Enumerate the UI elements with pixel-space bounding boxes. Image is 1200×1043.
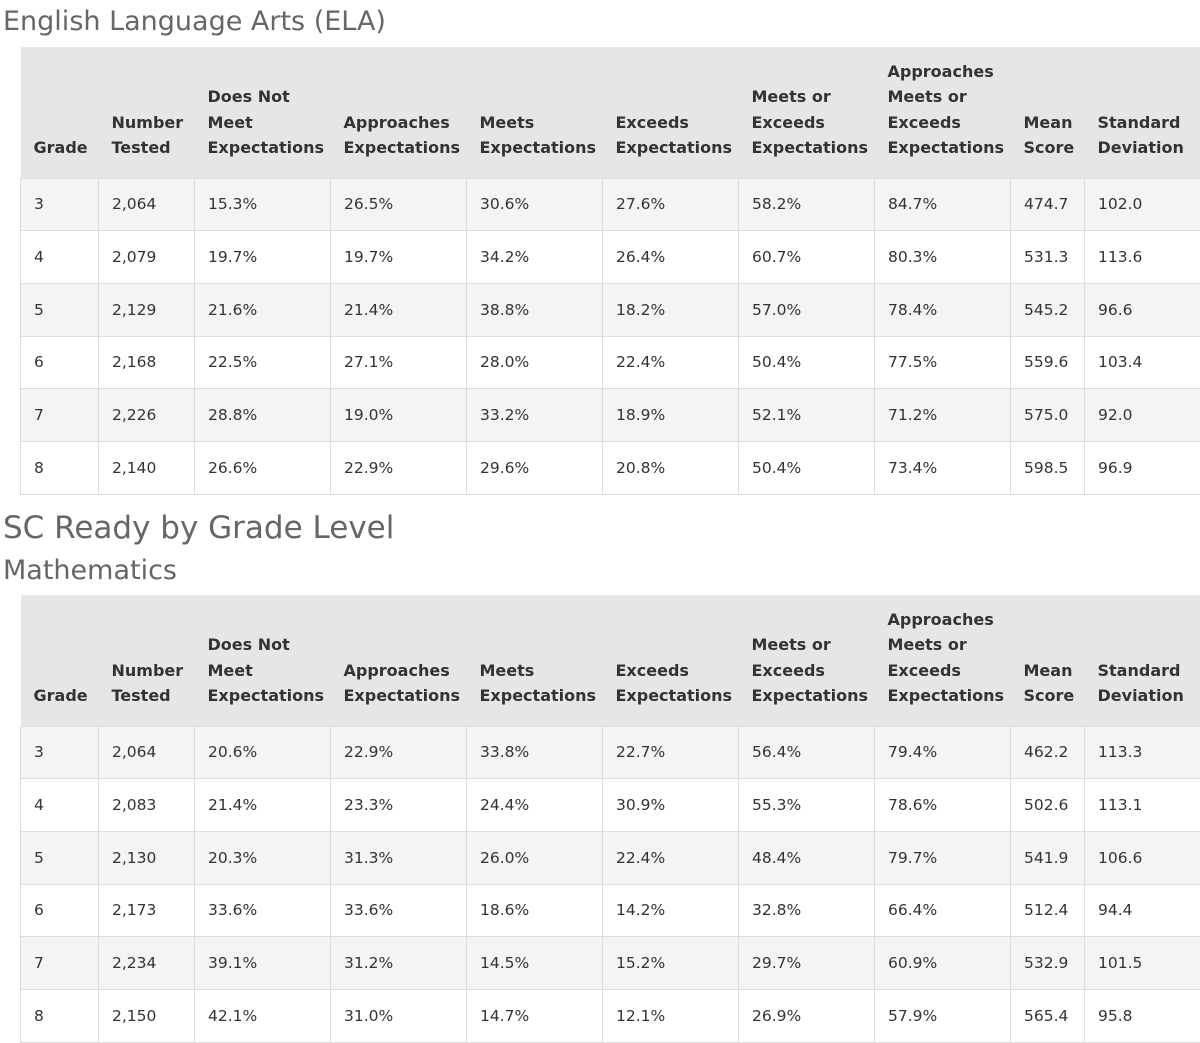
header-label: Does Not — [208, 87, 290, 106]
table-header-row — [21, 595, 1200, 726]
cell-approaches-meets-or-exceeds: 78.6% — [875, 779, 1011, 832]
cell-standard-deviation: 95.8 — [1085, 989, 1200, 1042]
cell-number-tested: 2,173 — [99, 884, 195, 937]
header-meets — [467, 47, 603, 178]
cell-mean-score: 565.4 — [1011, 989, 1085, 1042]
header-label: Expectations — [480, 138, 597, 157]
cell-approaches-meets-or-exceeds: 79.4% — [875, 726, 1011, 779]
table-row — [21, 726, 1200, 779]
cell-approaches: 19.7% — [331, 231, 467, 284]
cell-mean-score: 559.6 — [1011, 336, 1085, 389]
cell-meets: 24.4% — [467, 779, 603, 832]
header-label: Meets or — [888, 87, 967, 106]
cell-exceeds: 22.4% — [603, 831, 739, 884]
cell-number-tested: 2,226 — [99, 389, 195, 442]
cell-does-not-meet: 39.1% — [195, 937, 331, 990]
cell-standard-deviation: 94.4 — [1085, 884, 1200, 937]
header-mean-score — [1011, 595, 1085, 726]
cell-meets-or-exceeds: 60.7% — [739, 231, 875, 284]
cell-grade: 3 — [21, 178, 99, 231]
cell-mean-score: 512.4 — [1011, 884, 1085, 937]
header-label: Number — [112, 113, 184, 132]
cell-mean-score: 598.5 — [1011, 441, 1085, 494]
table-row — [21, 283, 1200, 336]
ela-section-subtitle: English Language Arts (ELA) — [3, 8, 386, 35]
cell-approaches: 22.9% — [331, 441, 467, 494]
header-label: Expectations — [616, 138, 733, 157]
cell-meets-or-exceeds: 26.9% — [739, 989, 875, 1042]
cell-approaches-meets-or-exceeds: 60.9% — [875, 937, 1011, 990]
header-label: Number — [112, 661, 184, 680]
cell-standard-deviation: 113.6 — [1085, 231, 1200, 284]
header-label: Meets — [480, 661, 535, 680]
cell-approaches: 23.3% — [331, 779, 467, 832]
cell-does-not-meet: 20.3% — [195, 831, 331, 884]
cell-approaches-meets-or-exceeds: 77.5% — [875, 336, 1011, 389]
cell-approaches: 31.2% — [331, 937, 467, 990]
header-does-not-meet — [195, 595, 331, 726]
header-exceeds — [603, 47, 739, 178]
cell-exceeds: 30.9% — [603, 779, 739, 832]
table-header-row — [21, 47, 1200, 178]
header-label: Expectations — [208, 686, 325, 705]
header-standard-deviation — [1085, 595, 1200, 726]
cell-does-not-meet: 28.8% — [195, 389, 331, 442]
header-meets-or-exceeds — [739, 595, 875, 726]
header-label: Tested — [112, 138, 171, 157]
header-label: Exceeds — [616, 661, 689, 680]
header-label: Score — [1024, 138, 1075, 157]
cell-meets-or-exceeds: 52.1% — [739, 389, 875, 442]
header-label: Tested — [112, 686, 171, 705]
cell-grade: 5 — [21, 283, 99, 336]
cell-exceeds: 22.7% — [603, 726, 739, 779]
cell-mean-score: 545.2 — [1011, 283, 1085, 336]
header-label: Meets or — [888, 635, 967, 654]
cell-standard-deviation: 96.9 — [1085, 441, 1200, 494]
cell-does-not-meet: 19.7% — [195, 231, 331, 284]
header-label: Standard — [1098, 661, 1181, 680]
table-row — [21, 779, 1200, 832]
header-standard-deviation — [1085, 47, 1200, 178]
cell-mean-score: 532.9 — [1011, 937, 1085, 990]
cell-mean-score: 531.3 — [1011, 231, 1085, 284]
cell-meets: 38.8% — [467, 283, 603, 336]
header-number-tested — [99, 47, 195, 178]
cell-exceeds: 18.2% — [603, 283, 739, 336]
cell-number-tested: 2,064 — [99, 178, 195, 231]
table-row — [21, 441, 1200, 494]
cell-grade: 6 — [21, 336, 99, 389]
header-label: Expectations — [208, 138, 325, 157]
cell-approaches: 31.0% — [331, 989, 467, 1042]
header-label: Exceeds — [888, 661, 961, 680]
header-label: Exceeds — [752, 113, 825, 132]
header-does-not-meet — [195, 47, 331, 178]
cell-meets-or-exceeds: 29.7% — [739, 937, 875, 990]
cell-approaches: 22.9% — [331, 726, 467, 779]
sc-ready-title: SC Ready by Grade Level — [3, 513, 394, 544]
cell-meets-or-exceeds: 48.4% — [739, 831, 875, 884]
cell-meets: 34.2% — [467, 231, 603, 284]
header-label: Standard — [1098, 113, 1181, 132]
header-label: Grade — [34, 686, 88, 705]
header-approaches-meets-or-exceeds — [875, 47, 1011, 178]
header-label: Expectations — [480, 686, 597, 705]
cell-grade: 6 — [21, 884, 99, 937]
header-exceeds — [603, 595, 739, 726]
header-label: Meets or — [752, 87, 831, 106]
table-row — [21, 831, 1200, 884]
cell-meets: 33.8% — [467, 726, 603, 779]
cell-does-not-meet: 42.1% — [195, 989, 331, 1042]
cell-meets: 14.5% — [467, 937, 603, 990]
header-label: Meets or — [752, 635, 831, 654]
cell-approaches-meets-or-exceeds: 80.3% — [875, 231, 1011, 284]
cell-meets: 33.2% — [467, 389, 603, 442]
header-label: Mean — [1024, 113, 1073, 132]
cell-number-tested: 2,129 — [99, 283, 195, 336]
cell-number-tested: 2,150 — [99, 989, 195, 1042]
cell-number-tested: 2,168 — [99, 336, 195, 389]
cell-standard-deviation: 96.6 — [1085, 283, 1200, 336]
cell-exceeds: 20.8% — [603, 441, 739, 494]
cell-grade: 3 — [21, 726, 99, 779]
cell-exceeds: 12.1% — [603, 989, 739, 1042]
header-meets-or-exceeds — [739, 47, 875, 178]
cell-approaches: 19.0% — [331, 389, 467, 442]
table-row — [21, 989, 1200, 1042]
cell-approaches: 33.6% — [331, 884, 467, 937]
cell-meets-or-exceeds: 58.2% — [739, 178, 875, 231]
cell-does-not-meet: 33.6% — [195, 884, 331, 937]
table-row — [21, 178, 1200, 231]
header-label: Approaches — [344, 113, 450, 132]
cell-exceeds: 26.4% — [603, 231, 739, 284]
header-label: Expectations — [888, 138, 1005, 157]
cell-meets: 18.6% — [467, 884, 603, 937]
header-grade — [21, 47, 99, 178]
cell-mean-score: 575.0 — [1011, 389, 1085, 442]
header-label: Expectations — [344, 686, 461, 705]
cell-grade: 5 — [21, 831, 99, 884]
cell-approaches: 26.5% — [331, 178, 467, 231]
header-label: Expectations — [752, 138, 869, 157]
cell-standard-deviation: 92.0 — [1085, 389, 1200, 442]
cell-approaches-meets-or-exceeds: 57.9% — [875, 989, 1011, 1042]
cell-meets-or-exceeds: 32.8% — [739, 884, 875, 937]
table-row — [21, 937, 1200, 990]
table-row — [21, 336, 1200, 389]
cell-standard-deviation: 102.0 — [1085, 178, 1200, 231]
cell-standard-deviation: 106.6 — [1085, 831, 1200, 884]
header-approaches — [331, 47, 467, 178]
header-label: Score — [1024, 686, 1075, 705]
cell-approaches-meets-or-exceeds: 84.7% — [875, 178, 1011, 231]
header-label: Exceeds — [616, 113, 689, 132]
header-label: Expectations — [344, 138, 461, 157]
header-label: Expectations — [888, 686, 1005, 705]
cell-standard-deviation: 101.5 — [1085, 937, 1200, 990]
ela-results-table — [20, 47, 1200, 495]
table-row — [21, 389, 1200, 442]
header-grade — [21, 595, 99, 726]
header-label: Grade — [34, 138, 88, 157]
header-label: Does Not — [208, 635, 290, 654]
header-label: Deviation — [1098, 686, 1184, 705]
cell-number-tested: 2,079 — [99, 231, 195, 284]
cell-exceeds: 22.4% — [603, 336, 739, 389]
cell-meets-or-exceeds: 55.3% — [739, 779, 875, 832]
header-label: Approaches — [888, 62, 994, 81]
cell-number-tested: 2,130 — [99, 831, 195, 884]
cell-meets-or-exceeds: 56.4% — [739, 726, 875, 779]
cell-does-not-meet: 15.3% — [195, 178, 331, 231]
math-section-subtitle: Mathematics — [3, 557, 177, 584]
cell-approaches: 27.1% — [331, 336, 467, 389]
cell-number-tested: 2,234 — [99, 937, 195, 990]
cell-meets: 14.7% — [467, 989, 603, 1042]
cell-number-tested: 2,083 — [99, 779, 195, 832]
cell-number-tested: 2,064 — [99, 726, 195, 779]
cell-does-not-meet: 22.5% — [195, 336, 331, 389]
header-label: Deviation — [1098, 138, 1184, 157]
cell-grade: 4 — [21, 779, 99, 832]
cell-meets-or-exceeds: 50.4% — [739, 441, 875, 494]
cell-standard-deviation: 113.1 — [1085, 779, 1200, 832]
cell-exceeds: 18.9% — [603, 389, 739, 442]
header-label: Expectations — [752, 686, 869, 705]
table-row — [21, 231, 1200, 284]
cell-exceeds: 14.2% — [603, 884, 739, 937]
cell-grade: 7 — [21, 937, 99, 990]
cell-does-not-meet: 20.6% — [195, 726, 331, 779]
cell-does-not-meet: 21.6% — [195, 283, 331, 336]
header-meets — [467, 595, 603, 726]
header-label: Expectations — [616, 686, 733, 705]
header-label: Exceeds — [888, 113, 961, 132]
cell-approaches-meets-or-exceeds: 71.2% — [875, 389, 1011, 442]
header-label: Approaches — [888, 610, 994, 629]
cell-meets: 28.0% — [467, 336, 603, 389]
header-label: Exceeds — [752, 661, 825, 680]
header-label: Meets — [480, 113, 535, 132]
cell-grade: 4 — [21, 231, 99, 284]
header-label: Mean — [1024, 661, 1073, 680]
header-approaches — [331, 595, 467, 726]
cell-approaches-meets-or-exceeds: 73.4% — [875, 441, 1011, 494]
cell-number-tested: 2,140 — [99, 441, 195, 494]
cell-meets-or-exceeds: 50.4% — [739, 336, 875, 389]
header-approaches-meets-or-exceeds — [875, 595, 1011, 726]
header-label: Meet — [208, 113, 253, 132]
cell-standard-deviation: 113.3 — [1085, 726, 1200, 779]
cell-mean-score: 462.2 — [1011, 726, 1085, 779]
header-number-tested — [99, 595, 195, 726]
cell-approaches-meets-or-exceeds: 78.4% — [875, 283, 1011, 336]
cell-exceeds: 27.6% — [603, 178, 739, 231]
cell-exceeds: 15.2% — [603, 937, 739, 990]
cell-standard-deviation: 103.4 — [1085, 336, 1200, 389]
math-results-table — [20, 595, 1200, 1043]
cell-approaches: 31.3% — [331, 831, 467, 884]
cell-grade: 7 — [21, 389, 99, 442]
header-mean-score — [1011, 47, 1085, 178]
cell-approaches: 21.4% — [331, 283, 467, 336]
cell-does-not-meet: 21.4% — [195, 779, 331, 832]
cell-grade: 8 — [21, 441, 99, 494]
cell-meets: 26.0% — [467, 831, 603, 884]
header-label: Approaches — [344, 661, 450, 680]
cell-mean-score: 541.9 — [1011, 831, 1085, 884]
cell-mean-score: 502.6 — [1011, 779, 1085, 832]
cell-does-not-meet: 26.6% — [195, 441, 331, 494]
header-label: Meet — [208, 661, 253, 680]
cell-grade: 8 — [21, 989, 99, 1042]
cell-mean-score: 474.7 — [1011, 178, 1085, 231]
cell-meets: 30.6% — [467, 178, 603, 231]
cell-approaches-meets-or-exceeds: 79.7% — [875, 831, 1011, 884]
cell-meets: 29.6% — [467, 441, 603, 494]
table-row — [21, 884, 1200, 937]
cell-meets-or-exceeds: 57.0% — [739, 283, 875, 336]
cell-approaches-meets-or-exceeds: 66.4% — [875, 884, 1011, 937]
